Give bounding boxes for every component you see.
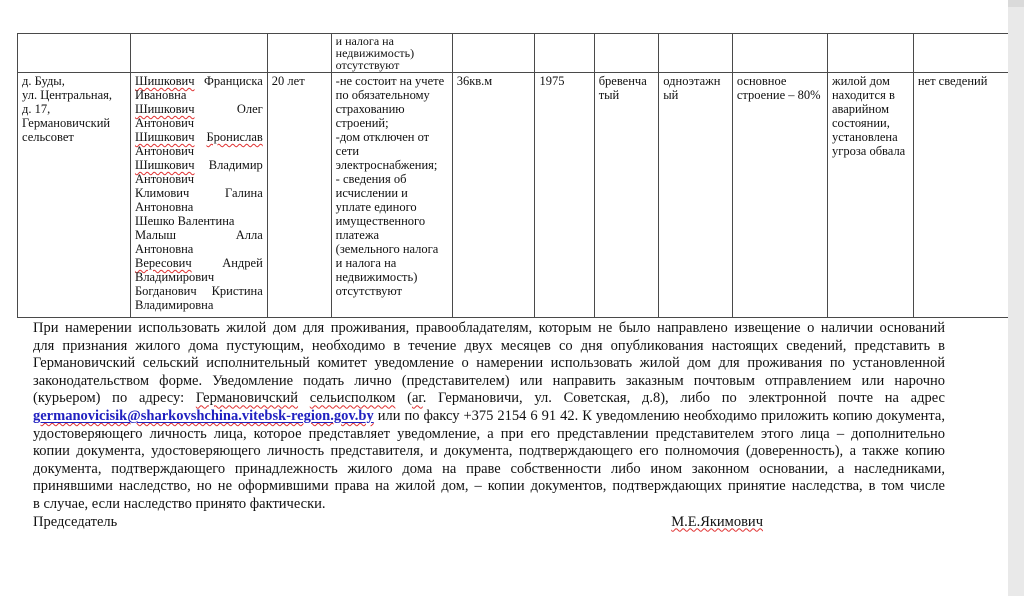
table-cell xyxy=(827,34,913,73)
text-segment: Богданович Кристина xyxy=(134,284,263,298)
text-line xyxy=(336,284,448,298)
text-segment: установлена xyxy=(831,130,898,144)
text-line xyxy=(663,88,728,102)
table-cell xyxy=(18,73,131,318)
text-segment: или по факсу +375 2154 6 91 42. К уведомлению необходимо приложить копию документа, xyxy=(373,407,945,424)
text-line xyxy=(599,74,655,88)
text-segment: имущественного xyxy=(335,214,426,228)
text-segment: копии документа, удостоверяющего личность представителя, и документа, подтверждающего его полномочия (доверенность), а также копию xyxy=(33,443,945,460)
text-segment: угроза обвала xyxy=(831,144,906,158)
spellcheck-underline xyxy=(135,256,192,270)
spellcheck-underline xyxy=(135,130,195,144)
text-segment: электроснабжения; xyxy=(335,158,438,172)
text-line xyxy=(33,355,945,373)
text-line xyxy=(33,408,945,426)
text-line xyxy=(33,496,945,514)
spellcheck-underline xyxy=(206,130,262,144)
text-segment: -дом отключен от xyxy=(335,130,430,144)
text-line xyxy=(135,130,263,144)
text-line xyxy=(135,214,263,228)
text-segment: ( xyxy=(395,390,412,407)
right-gutter xyxy=(1008,0,1024,596)
text-line xyxy=(135,284,263,298)
text-line xyxy=(22,74,126,88)
text-segment: жилой дом xyxy=(831,74,890,88)
text-segment xyxy=(194,130,206,144)
text-segment: Владимировна xyxy=(134,298,214,312)
text-segment: аварийном xyxy=(831,102,890,116)
spellcheck-underline xyxy=(196,390,298,406)
text-segment: 20 лет xyxy=(271,74,305,88)
table-cell xyxy=(594,73,659,318)
text-segment: Антонович xyxy=(134,144,195,158)
text-line xyxy=(336,270,448,284)
text-segment: Антоновна xyxy=(134,242,194,256)
text-line xyxy=(336,116,448,130)
text-line xyxy=(135,116,263,130)
spellcheck-underline xyxy=(412,390,423,406)
text-line xyxy=(336,200,448,214)
table-cell xyxy=(452,73,535,318)
text-segment: Бронислав xyxy=(206,130,263,144)
table-cell xyxy=(130,73,267,318)
table-cell xyxy=(331,34,452,73)
text-segment: по обязательному xyxy=(335,88,430,102)
text-line xyxy=(336,102,448,116)
spellcheck-underline xyxy=(135,158,195,172)
text-segment: Климович Галина xyxy=(134,186,263,200)
text-line xyxy=(135,228,263,242)
text-line xyxy=(33,338,945,356)
text-segment: Ивановна xyxy=(134,88,187,102)
text-line xyxy=(22,130,126,144)
text-line xyxy=(832,130,909,144)
text-segment: Шишкович xyxy=(134,102,195,116)
notice-paragraph xyxy=(33,320,945,531)
text-segment: строение – 80% xyxy=(736,88,821,102)
text-segment: Вересович xyxy=(134,256,192,270)
spellcheck-underline xyxy=(135,74,195,88)
text-segment: Франциска xyxy=(194,74,263,88)
text-segment: Германовичский xyxy=(22,116,111,130)
text-segment: Малыш Алла xyxy=(134,228,263,242)
email-link[interactable]: germanovicisik@sharkovshchina.vitebsk-region.gov.by xyxy=(33,407,374,424)
text-line xyxy=(832,144,909,158)
notice-lines xyxy=(33,320,945,514)
text-line xyxy=(737,74,823,88)
text-line xyxy=(737,88,823,102)
text-segment: Андрей xyxy=(191,256,263,270)
signature-title: Председатель xyxy=(33,513,118,530)
text-line xyxy=(135,256,263,270)
text-segment: При намерении использовать жилой дом для проживания, правообладателям, которым не было направлено извещение о наличии оснований xyxy=(33,320,945,336)
text-line xyxy=(663,74,728,88)
text-line xyxy=(22,102,126,116)
text-segment: Антоновна xyxy=(134,200,194,214)
records-table xyxy=(17,33,1024,318)
text-line xyxy=(135,144,263,158)
text-line xyxy=(336,242,448,256)
text-segment: удостоверяющего личность лица, которое представляет уведомление, а при его представлении представителем этого лица – дополнительно xyxy=(33,425,945,442)
text-line xyxy=(33,390,945,408)
spellcheck-underline xyxy=(310,390,396,406)
text-segment: состоянии, xyxy=(831,116,890,130)
text-segment: Антонович xyxy=(134,116,195,130)
text-line xyxy=(832,102,909,116)
text-segment: уплате единого xyxy=(335,200,417,214)
text-line xyxy=(336,172,448,186)
text-line xyxy=(336,59,448,71)
text-segment: для признания жилого дома пустующим, необходимо в течение двух месяцев со дня опубликования настоящих сведений, представить в xyxy=(33,337,945,354)
text-segment: недвижимость) xyxy=(335,46,415,60)
table-cell xyxy=(267,34,331,73)
text-segment: ул. Центральная, xyxy=(22,88,113,102)
text-line xyxy=(336,130,448,144)
text-line xyxy=(135,270,263,284)
text-line xyxy=(22,88,126,102)
text-segment: строений; xyxy=(335,116,389,130)
text-segment: документа, подтверждающего принадлежность жилого дома на праве собственности либо ином законном основании, а наследниками, xyxy=(33,460,945,477)
text-segment: сети xyxy=(335,144,360,158)
text-line xyxy=(135,298,263,312)
table-cell xyxy=(594,34,659,73)
table-cell xyxy=(130,34,267,73)
text-line xyxy=(33,320,945,338)
text-segment: Шишкович xyxy=(134,130,195,144)
text-segment: ый xyxy=(663,88,679,102)
text-segment: сельисполком xyxy=(309,390,396,407)
text-line xyxy=(135,158,263,172)
text-segment: сельсовет xyxy=(22,130,74,144)
text-line xyxy=(135,200,263,214)
text-line xyxy=(135,186,263,200)
text-segment: недвижимость) xyxy=(335,270,418,284)
text-line xyxy=(33,461,945,479)
text-segment: исчислении и xyxy=(335,186,408,200)
table-cell xyxy=(535,73,594,318)
table-cell xyxy=(732,73,827,318)
text-segment: находится в xyxy=(831,88,895,102)
text-line xyxy=(135,74,263,88)
table-cell xyxy=(331,73,452,318)
text-segment: Шишкович xyxy=(134,74,195,88)
text-line xyxy=(135,102,263,116)
table-cell xyxy=(913,34,1023,73)
text-line xyxy=(272,74,327,88)
text-segment: 1975 xyxy=(539,74,565,88)
text-line xyxy=(832,116,909,130)
text-line xyxy=(832,74,909,88)
table-cell xyxy=(267,73,331,318)
table-cell xyxy=(18,34,131,73)
text-line xyxy=(33,478,945,496)
table-body xyxy=(18,34,1024,318)
text-line xyxy=(22,116,126,130)
text-segment: Антонович xyxy=(134,172,195,186)
text-segment: Шешко Валентина xyxy=(134,214,235,228)
spellcheck-underline xyxy=(135,102,195,116)
text-segment: 36кв.м xyxy=(456,74,493,88)
text-segment: и налога на xyxy=(335,34,394,48)
text-segment: д. Буды, xyxy=(22,74,65,88)
text-segment: Олег xyxy=(194,102,263,116)
text-segment: платежа xyxy=(335,228,380,242)
text-segment: принявшими наследство, но не оформившими права на жилой дом, – копии документов, подтверждающих принятие наследства, в том числе xyxy=(33,478,945,495)
table-cell xyxy=(732,34,827,73)
text-segment: законодательством форме. Уведомление подать лично (представителем) или направить заказным почтовым отправлением или нарочно xyxy=(33,372,945,389)
text-line xyxy=(336,228,448,242)
text-line xyxy=(336,186,448,200)
text-segment: Германовичский сельский исполнительный комитет уведомление о намерении использовать жилой дом для проживания по установленной xyxy=(33,355,945,372)
text-line xyxy=(135,242,263,256)
text-segment: (земельного налога xyxy=(335,242,439,256)
text-segment: Владимирович xyxy=(134,270,215,284)
text-line xyxy=(336,88,448,102)
spellcheck-underline xyxy=(33,408,374,424)
text-segment: (курьером) по адресу: xyxy=(33,390,196,407)
text-segment: Шишкович xyxy=(134,158,195,172)
text-segment: нет сведений xyxy=(917,74,988,88)
scrollbar-thumb[interactable] xyxy=(1008,0,1024,7)
table-row xyxy=(18,34,1024,73)
text-segment: отсутствуют xyxy=(335,284,402,298)
table-cell xyxy=(659,34,733,73)
text-line xyxy=(918,74,1019,88)
text-line xyxy=(135,88,263,102)
table-row xyxy=(18,73,1024,318)
text-segment: отсутствуют xyxy=(335,58,400,72)
text-line xyxy=(336,74,448,88)
text-line xyxy=(33,443,945,461)
text-segment: Германовичский xyxy=(195,390,299,407)
text-segment: одноэтажн xyxy=(663,74,721,88)
text-line xyxy=(336,256,448,270)
signature-name: М.Е.Якимович xyxy=(671,513,763,530)
text-line xyxy=(336,144,448,158)
text-line xyxy=(457,74,531,88)
text-segment: -не состоит на учете xyxy=(335,74,445,88)
table-cell xyxy=(913,73,1023,318)
text-line xyxy=(33,373,945,391)
text-line xyxy=(539,74,589,88)
text-segment: в случае, если наследство принято фактически. xyxy=(33,495,326,512)
text-segment: . Германовичи, ул. Советская, д.8), либо по электронной почте на адрес xyxy=(422,390,945,407)
text-line xyxy=(336,158,448,172)
text-segment: страхованию xyxy=(335,102,405,116)
text-segment xyxy=(298,390,310,406)
text-segment: основное xyxy=(736,74,787,88)
text-line xyxy=(599,88,655,102)
table-cell xyxy=(827,73,913,318)
text-line xyxy=(135,172,263,186)
text-segment: тый xyxy=(598,88,620,102)
text-line xyxy=(336,214,448,228)
table-cell xyxy=(535,34,594,73)
signature-line xyxy=(33,514,945,532)
text-line xyxy=(33,426,945,444)
text-segment: Владимир xyxy=(194,158,263,172)
text-segment: д. 17, xyxy=(22,102,51,116)
table-cell xyxy=(659,73,733,318)
text-line xyxy=(832,88,909,102)
table-cell xyxy=(452,34,535,73)
text-segment: аг xyxy=(411,390,423,407)
text-segment: бревенча xyxy=(598,74,647,88)
text-segment: - сведения об xyxy=(335,172,407,186)
text-segment: и налога на xyxy=(335,256,397,270)
